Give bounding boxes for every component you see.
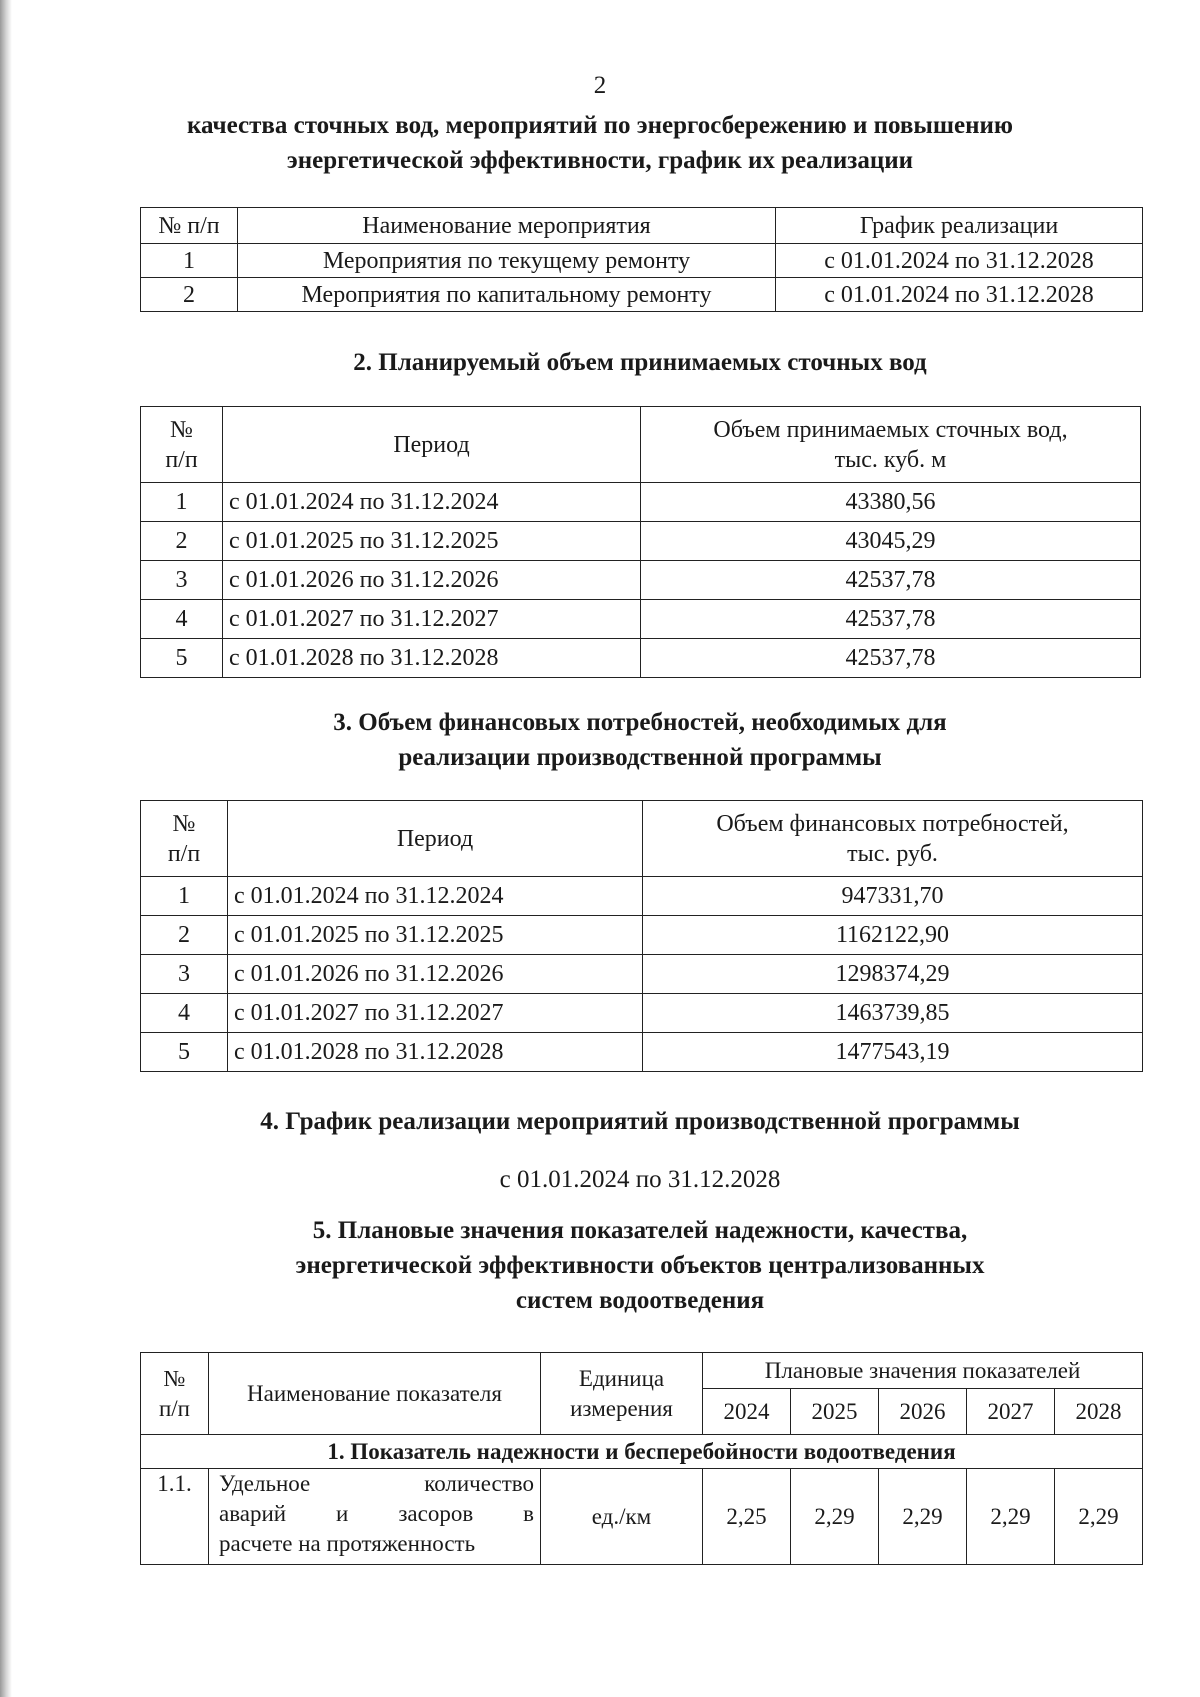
header-num: [141, 801, 228, 877]
cell-value: 2,29: [1055, 1469, 1143, 1565]
financial-needs-table: [140, 800, 1143, 1072]
table-row: [141, 994, 1143, 1033]
cell-schedule: с 01.01.2024 по 31.12.2028: [776, 278, 1143, 312]
table-row: [141, 244, 1143, 278]
section5-title: [140, 1213, 1140, 1318]
table-header-row: [141, 801, 1143, 877]
cell-num: 1.1.: [141, 1469, 209, 1565]
cell-financial-needs: 1162122,90: [643, 916, 1143, 955]
table-row: [141, 1469, 1143, 1565]
cell-indicator-name: [209, 1469, 541, 1565]
cell-measure-name: Мероприятия по текущему ремонту: [238, 244, 776, 278]
header-financial-line2: тыс. руб.: [847, 840, 938, 867]
intro-heading-line1: качества сточных вод, мероприятий по энергосбережению и повышению: [186, 112, 1014, 139]
intro-heading: [100, 108, 1100, 178]
section3-title-line1: 3. Объем финансовых потребностей, необходимых для: [333, 709, 947, 736]
table-row: [141, 522, 1141, 561]
cell-financial-needs: 1477543,19: [643, 1033, 1143, 1072]
cell-period: с 01.01.2028 по 31.12.2028: [228, 1033, 643, 1072]
table-row: [141, 483, 1141, 522]
cell-financial-needs: 1463739,85: [643, 994, 1143, 1033]
subsection-title: 1. Показатель надежности и бесперебойности водоотведения: [141, 1435, 1143, 1469]
cell-num: 3: [141, 561, 223, 600]
cell-volume: 42537,78: [641, 639, 1141, 678]
header-num-line1: №: [172, 810, 196, 837]
cell-volume: 43045,29: [641, 522, 1141, 561]
header-year: 2027: [967, 1389, 1055, 1435]
page-number: 2: [593, 72, 607, 99]
header-financial-needs: [643, 801, 1143, 877]
cell-volume: 43380,56: [641, 483, 1141, 522]
table-row: [141, 561, 1141, 600]
cell-num: 1: [141, 483, 223, 522]
header-num-line2: п/п: [167, 840, 201, 867]
table-row: [141, 955, 1143, 994]
header-num-line2: п/п: [158, 1395, 190, 1421]
cell-num: 1: [141, 877, 228, 916]
header-schedule: График реализации: [776, 208, 1143, 244]
table-row: [141, 639, 1141, 678]
section5-title-line3: систем водоотведения: [515, 1287, 765, 1314]
indicators-table: [140, 1352, 1143, 1565]
header-planned-values: Плановые значения показателей: [703, 1353, 1143, 1389]
cell-value: 2,25: [703, 1469, 791, 1565]
header-num: [141, 1353, 209, 1435]
header-year: 2026: [879, 1389, 967, 1435]
cell-period: с 01.01.2027 по 31.12.2027: [223, 600, 641, 639]
cell-value: 2,29: [967, 1469, 1055, 1565]
table-row: [141, 600, 1141, 639]
cell-num: 3: [141, 955, 228, 994]
wastewater-volume-table: [140, 406, 1141, 678]
section5-title-line2: энергетической эффективности объектов централизованных: [295, 1252, 985, 1279]
cell-num: 2: [141, 278, 238, 312]
table-header-row: [141, 407, 1141, 483]
cell-period: с 01.01.2025 по 31.12.2025: [223, 522, 641, 561]
table-header-row: [141, 1353, 1143, 1389]
section3-title: [140, 705, 1140, 775]
cell-volume: 42537,78: [641, 561, 1141, 600]
header-period: Период: [223, 407, 641, 483]
cell-measure-name: Мероприятия по капитальному ремонту: [238, 278, 776, 312]
cell-period: с 01.01.2025 по 31.12.2025: [228, 916, 643, 955]
header-measure-name: Наименование мероприятия: [238, 208, 776, 244]
header-unit-line2: измерения: [570, 1395, 673, 1421]
cell-num: 2: [141, 522, 223, 561]
header-period: Период: [228, 801, 643, 877]
section3-title-line2: реализации производственной программы: [398, 744, 882, 771]
section2-title: 2. Планируемый объем принимаемых сточных вод: [353, 349, 927, 376]
header-unit-line1: Единица: [578, 1365, 665, 1391]
header-indicator-name: Наименование показателя: [209, 1353, 541, 1435]
cell-num: 5: [141, 639, 223, 678]
cell-num: 2: [141, 916, 228, 955]
scan-edge: [0, 0, 12, 1697]
cell-unit: ед./км: [541, 1469, 703, 1565]
table-section-row: [141, 1435, 1143, 1469]
cell-period: с 01.01.2028 по 31.12.2028: [223, 639, 641, 678]
header-year: 2025: [791, 1389, 879, 1435]
section4-period: с 01.01.2024 по 31.12.2028: [499, 1166, 781, 1193]
cell-num: 1: [141, 244, 238, 278]
cell-period: с 01.01.2027 по 31.12.2027: [228, 994, 643, 1033]
header-volume-line2: тыс. куб. м: [834, 446, 947, 473]
header-financial-line1: Объем финансовых потребностей,: [716, 810, 1069, 837]
table-row: [141, 877, 1143, 916]
cell-period: с 01.01.2026 по 31.12.2026: [228, 955, 643, 994]
indicator-name-line3: расчете на протяженность: [219, 1531, 476, 1556]
table-row: [141, 1033, 1143, 1072]
cell-period: с 01.01.2026 по 31.12.2026: [223, 561, 641, 600]
cell-financial-needs: 947331,70: [643, 877, 1143, 916]
cell-period: с 01.01.2024 по 31.12.2024: [228, 877, 643, 916]
measures-table: [140, 207, 1143, 312]
header-volume: [641, 407, 1141, 483]
header-num-line2: п/п: [165, 446, 198, 473]
cell-schedule: с 01.01.2024 по 31.12.2028: [776, 244, 1143, 278]
table-header-row: [141, 208, 1143, 244]
cell-num: 4: [141, 994, 228, 1033]
cell-period: с 01.01.2024 по 31.12.2024: [223, 483, 641, 522]
cell-value: 2,29: [791, 1469, 879, 1565]
header-volume-line1: Объем принимаемых сточных вод,: [713, 416, 1068, 443]
cell-value: 2,29: [879, 1469, 967, 1565]
section4-title: 4. График реализации мероприятий производственной программы: [260, 1108, 1020, 1135]
header-num: [141, 407, 223, 483]
cell-num: 5: [141, 1033, 228, 1072]
table-row: [141, 916, 1143, 955]
table-row: [141, 278, 1143, 312]
cell-num: 4: [141, 600, 223, 639]
header-year: 2024: [703, 1389, 791, 1435]
section5-title-line1: 5. Плановые значения показателей надежности, качества,: [312, 1217, 968, 1244]
header-num: № п/п: [141, 208, 238, 244]
header-unit: [541, 1353, 703, 1435]
intro-heading-line2: энергетической эффективности, график их реализации: [286, 147, 914, 174]
header-num-line1: №: [163, 1365, 186, 1391]
indicator-name-line1: Удельное количество: [219, 1471, 534, 1496]
header-year: 2028: [1055, 1389, 1143, 1435]
header-num-line1: №: [170, 416, 193, 443]
cell-volume: 42537,78: [641, 600, 1141, 639]
indicator-name-line2: аварий и засоров в: [219, 1501, 534, 1526]
cell-financial-needs: 1298374,29: [643, 955, 1143, 994]
